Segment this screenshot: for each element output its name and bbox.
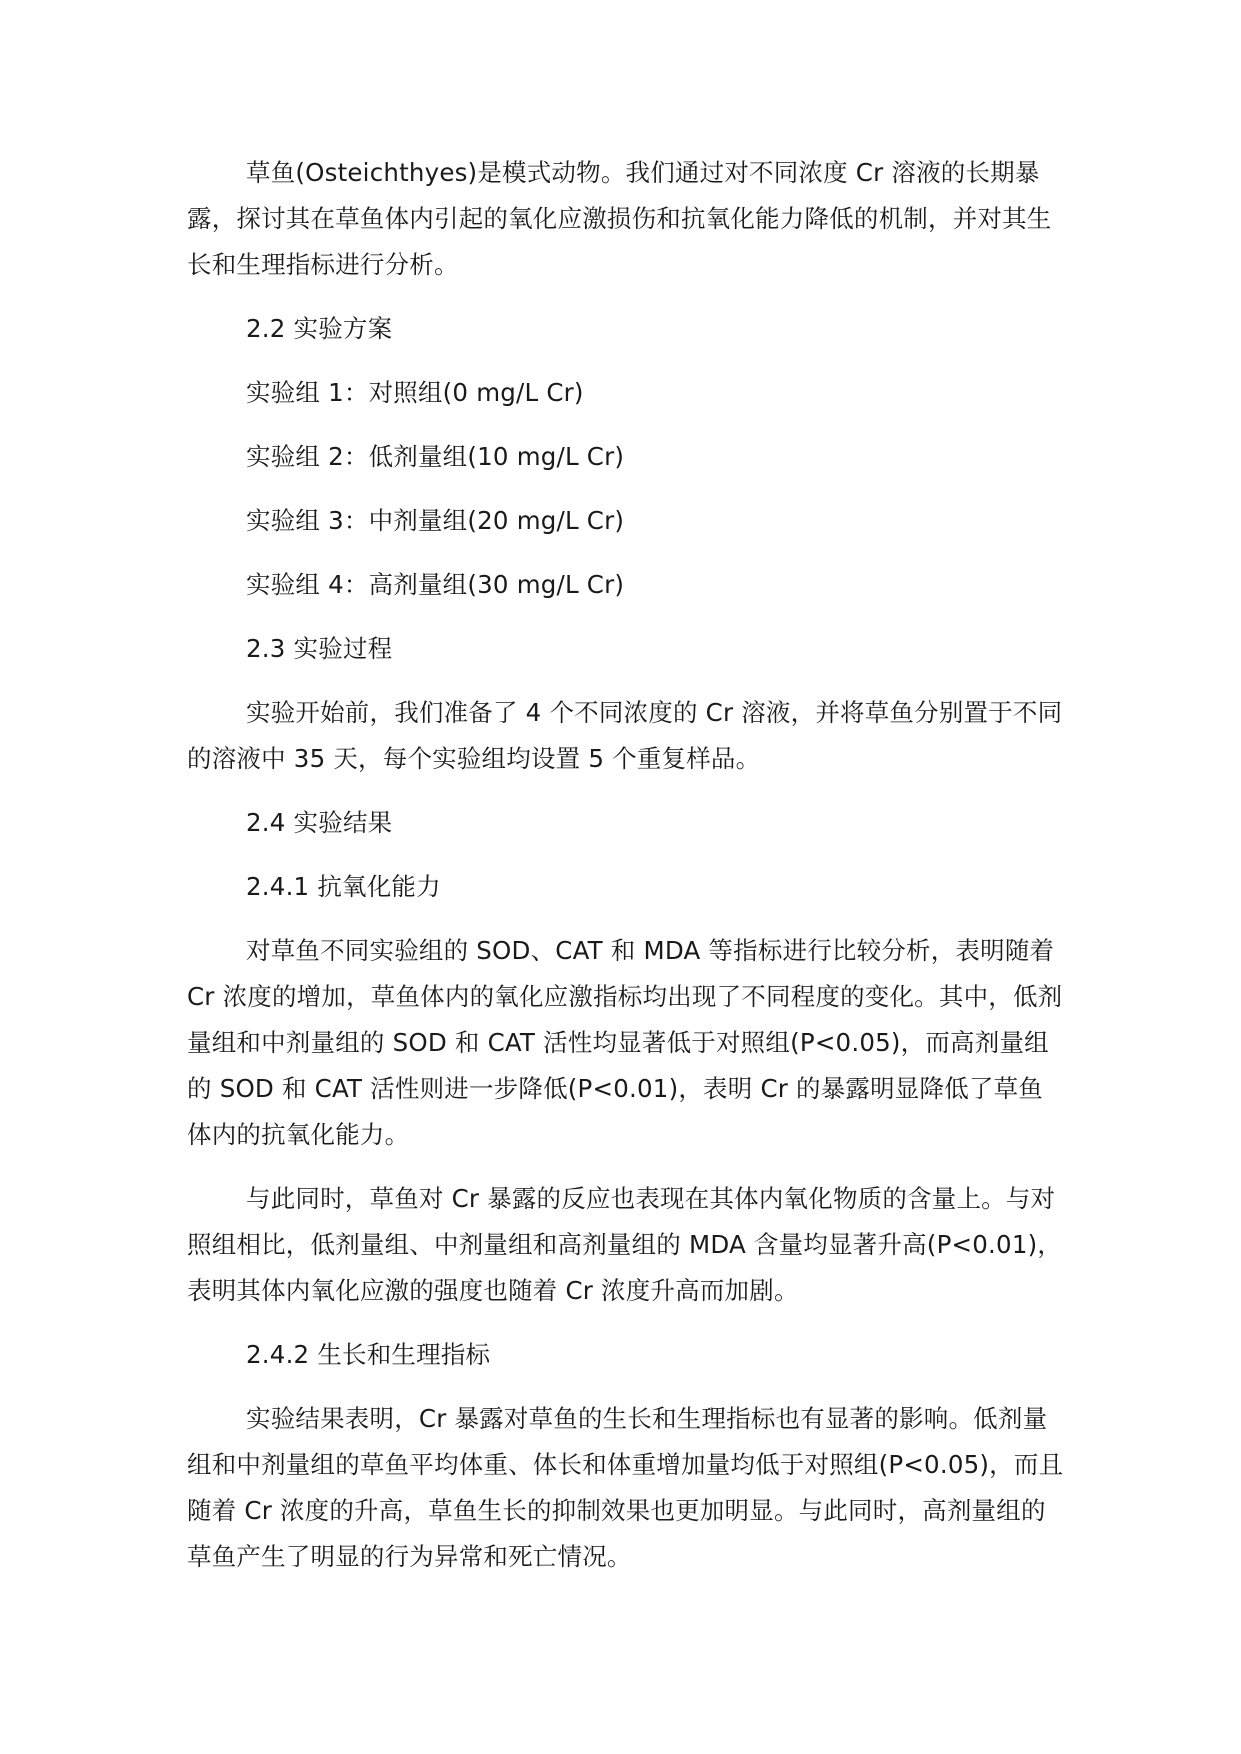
list-item-group-2: 实验组 2：低剂量组(10 mg/L Cr) [246,442,625,471]
section-heading-2-4-2: 2.4.2 生长和生理指标 [246,1340,491,1369]
intro-paragraph: 草鱼(Osteichthyes)是模式动物。我们通过对不同浓度 Cr 溶液的长期暴露，探讨其在草鱼体内引起的氧化应激损伤和抗氧化能力降低的机制，并对其生长和生理指标进行分析。 [187,158,1052,279]
list-item-group-1: 实验组 1：对照组(0 mg/L Cr) [246,378,584,407]
section-heading-2-3: 2.3 实验过程 [246,634,393,663]
section-heading-2-2: 2.2 实验方案 [246,314,393,343]
procedure-paragraph: 实验开始前，我们准备了 4 个不同浓度的 Cr 溶液，并将草鱼分别置于不同的溶液中 35 天，每个实验组均设置 5 个重复样品。 [187,698,1063,773]
list-item-group-3: 实验组 3：中剂量组(20 mg/L Cr) [246,506,625,535]
list-item-group-4: 实验组 4：高剂量组(30 mg/L Cr) [246,570,625,599]
section-heading-2-4-1: 2.4.1 抗氧化能力 [246,872,441,901]
antioxidant-paragraph-2: 与此同时，草鱼对 Cr 暴露的反应也表现在其体内氧化物质的含量上。与对照组相比，低剂量组、中剂量组和高剂量组的 MDA 含量均显著升高(P<0.01)，表明其体内氧化应激的强度也随着 Cr 浓度升高而加剧。 [187,1184,1063,1305]
antioxidant-paragraph-1: 对草鱼不同实验组的 SOD、CAT 和 MDA 等指标进行比较分析，表明随着 Cr 浓度的增加，草鱼体内的氧化应激指标均出现了不同程度的变化。其中，低剂量组和中剂量组的 SOD 和 CAT 活性均显著低于对照组(P<0.05)，而高剂量组的 SOD 和 CAT 活性则进一步降低(P<0.01)，表明 Cr 的暴露明显降低了草鱼体内的抗氧化能力。 [187,936,1063,1149]
document-page [187,150,1067,1580]
growth-paragraph: 实验结果表明，Cr 暴露对草鱼的生长和生理指标也有显著的影响。低剂量组和中剂量组的草鱼平均体重、体长和体重增加量均低于对照组(P<0.05)，而且随着 Cr 浓度的升高，草鱼生长的抑制效果也更加明显。与此同时，高剂量组的草鱼产生了明显的行为异常和死亡情况。 [187,1404,1064,1571]
section-heading-2-4: 2.4 实验结果 [246,808,393,837]
